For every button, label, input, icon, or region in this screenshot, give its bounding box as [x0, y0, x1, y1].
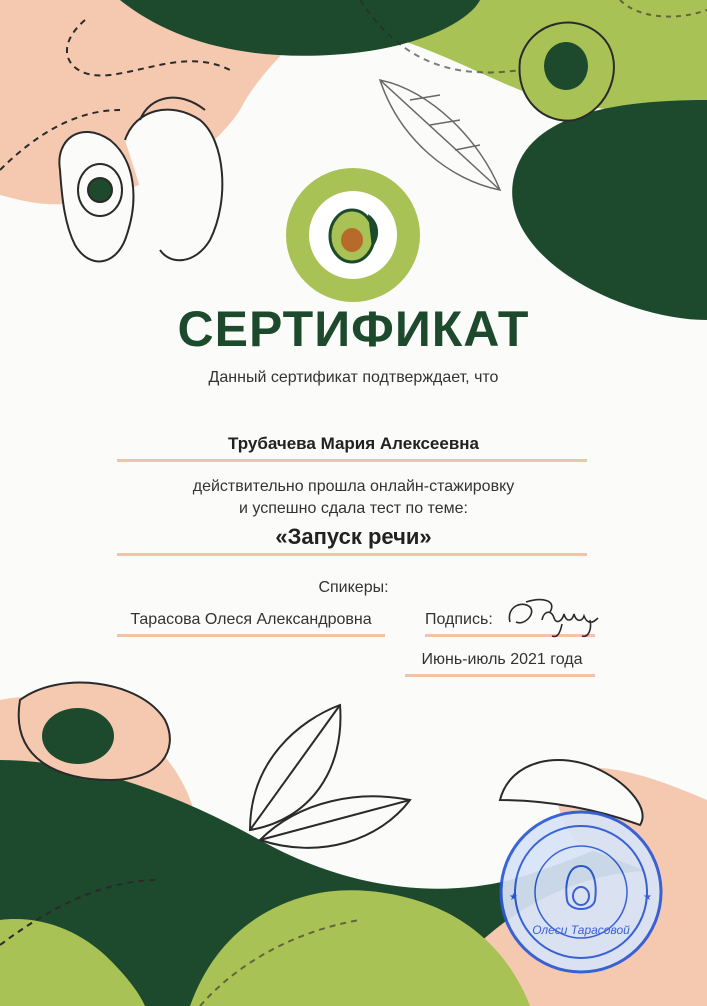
certificate-title: СЕРТИФИКАТ: [177, 301, 530, 357]
date-text: Июнь-июль 2021 года: [421, 651, 583, 668]
svg-text:★: ★: [390, 230, 399, 240]
speakers-label: Спикеры:: [318, 579, 389, 596]
svg-text:Олеси Тарасовой: Олеси Тарасовой: [532, 923, 630, 937]
leaf-illustration-icon: [250, 705, 410, 848]
speaker-underline: [117, 634, 385, 637]
date-underline: [405, 674, 595, 677]
body-text: [0, 476, 707, 520]
topic-underline: [117, 553, 587, 556]
confirm-text: Данный сертификат подтверждает, что: [208, 369, 499, 386]
svg-text:★: ★: [643, 892, 652, 903]
name-underline: [117, 459, 587, 462]
body-line-1: действительно прошла онлайн-стажировку: [192, 478, 515, 495]
stamp-icon: [497, 808, 665, 976]
signature-label: Подпись:: [425, 611, 493, 628]
avocado-logo-icon: [284, 166, 422, 304]
signature-icon: [502, 592, 612, 642]
svg-text:★: ★: [308, 230, 317, 240]
topic-title: «Запуск речи»: [275, 524, 432, 549]
recipient-name: Трубачева Мария Алексеевна: [227, 434, 480, 453]
svg-text:★: ★: [509, 892, 518, 903]
body-line-2: и успешно сдала тест по теме:: [239, 500, 468, 517]
speaker-name: Тарасова Олеся Александровна: [130, 611, 372, 628]
